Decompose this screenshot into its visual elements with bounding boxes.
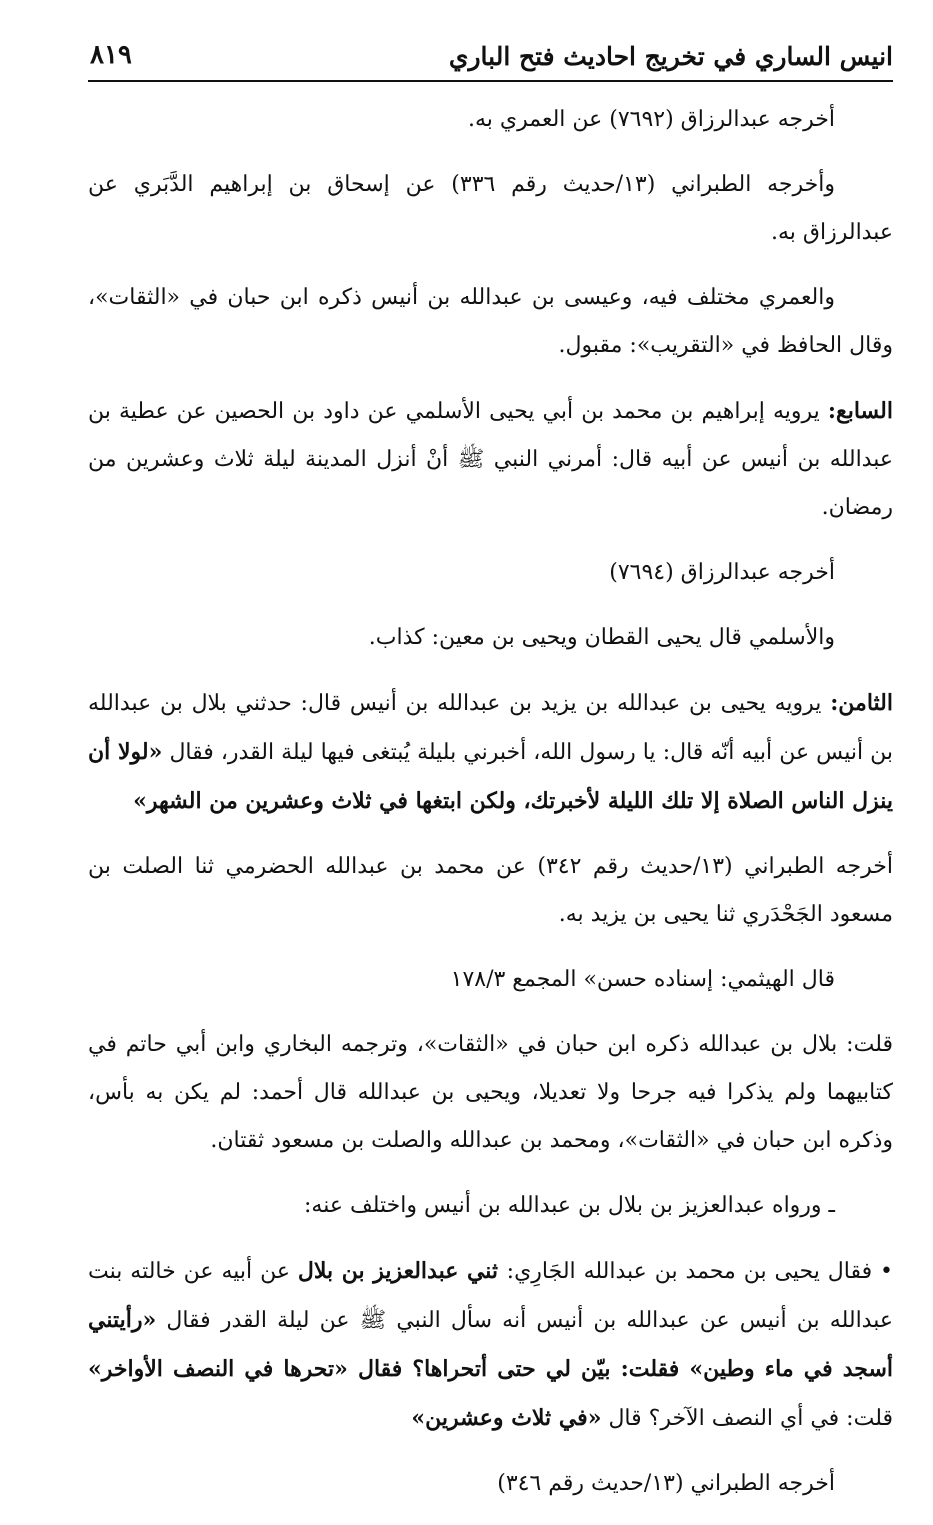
paragraph-8: أخرجه الطبراني (١٣/حديث رقم ٣٤٢) عن محمد بن عبدالله الحضرمي ثنا الصلت بن مسعود الجَحْدَري ثنا يحيى بن يزيد به. [88, 854, 894, 927]
paragraph-4 [88, 387, 893, 532]
paragraph-1: أخرجه عبدالرزاق (٧٦٩٢) عن العمري به. [467, 107, 835, 132]
paragraph-4-text: يرويه إبراهيم بن محمد بن أبي يحيى الأسلمي عن داود بن الحصين عن عطية بن عبدالله بن أنيس عن أبيه قال: أمرني النبي ﷺ أنْ أنزل المدينة ليلة ثلاث وعشرين من رمضان. [88, 399, 893, 520]
hadith-quote-2: «في ثلاث وعشرين» [411, 1405, 602, 1431]
paragraph-3: والعمري مختلف فيه، وعيسى بن عبدالله بن أنيس ذكره ابن حبان في «الثقات»، وقال الحافظ في «التقريب»: مقبول. [88, 285, 893, 358]
paragraph-11: ـ ورواه عبدالعزيز بن بلال بن عبدالله بن أنيس واختلف عنه: [303, 1193, 835, 1218]
paragraph-12-text-1: عن أبيه عن خالته بنت عبدالله بن أنيس عن عبدالله بن أنيس أنه سأل النبي ﷺ عن ليلة القدر فقال [88, 1259, 893, 1333]
paragraph-13: أخرجه الطبراني (١٣/حديث رقم ٣٤٦) [497, 1471, 835, 1496]
running-title: انيس الساري في تخريج احاديث فتح الباري [448, 42, 893, 71]
paragraph-9: قال الهيثمي: إسناده حسن» المجمع ١٧٨/٣ [450, 967, 835, 992]
paragraph-12-lead: • فقال يحيى بن محمد بن عبدالله الجَارِي: [506, 1259, 894, 1284]
section-lead-seventh: السابع: [827, 398, 893, 424]
paragraph-10: قلت: بلال بن عبدالله ذكره ابن حبان في «الثقات»، وترجمه البخاري وابن أبي حاتم في كتابيهما ولم يذكرا فيه جرحا ولا تعديلا، ويحيى بن عبدالله قال أحمد: لم يكن به بأس، وذكره ابن حبان في «الثقات»، ومحمد بن عبدالله والصلت بن مسعود ثقتان. [88, 1032, 893, 1153]
section-lead-eighth: الثامن: [830, 690, 893, 716]
paragraph-2: وأخرجه الطبراني (١٣/حديث رقم ٣٣٦) عن إسحاق بن إبراهيم الدَّبَري عن عبدالرزاق به. [88, 172, 893, 245]
paragraph-12 [88, 1247, 893, 1443]
paragraph-12-bold: ثني عبدالعزيز بن بلال [297, 1258, 507, 1284]
paragraph-5: أخرجه عبدالرزاق (٧٦٩٤) [609, 560, 835, 585]
page-header [88, 36, 893, 82]
page-body [88, 96, 893, 1525]
paragraph-6: والأسلمي قال يحيى القطان ويحيى بن معين: كذاب. [368, 625, 835, 650]
hadith-quote: «لولا أن ينزل الناس الصلاة إلا تلك الليلة لأخبرتك، ولكن ابتغها في ثلاث وعشرين من الشهر» [88, 739, 893, 814]
hadith-quote-1: «رأيتني أسجد في ماء وطين» فقلت: بيّن لي حتى أتحراها؟ فقال «تحرها في النصف الأواخر» [88, 1307, 893, 1382]
paragraph-12-text-2: قلت: في أي النصف الآخر؟ قال [601, 1406, 893, 1431]
paragraph-7-text: يرويه يحيى بن عبدالله بن يزيد بن عبدالله بن أنيس قال: حدثني بلال بن عبدالله بن أنيس عن أبيه أنّه قال: يا رسول الله، أخبرني بليلة يُبتغى فيها ليلة القدر، فقال [88, 691, 893, 765]
page-number: ٨١٩ [90, 40, 132, 70]
paragraph-7 [88, 679, 893, 826]
